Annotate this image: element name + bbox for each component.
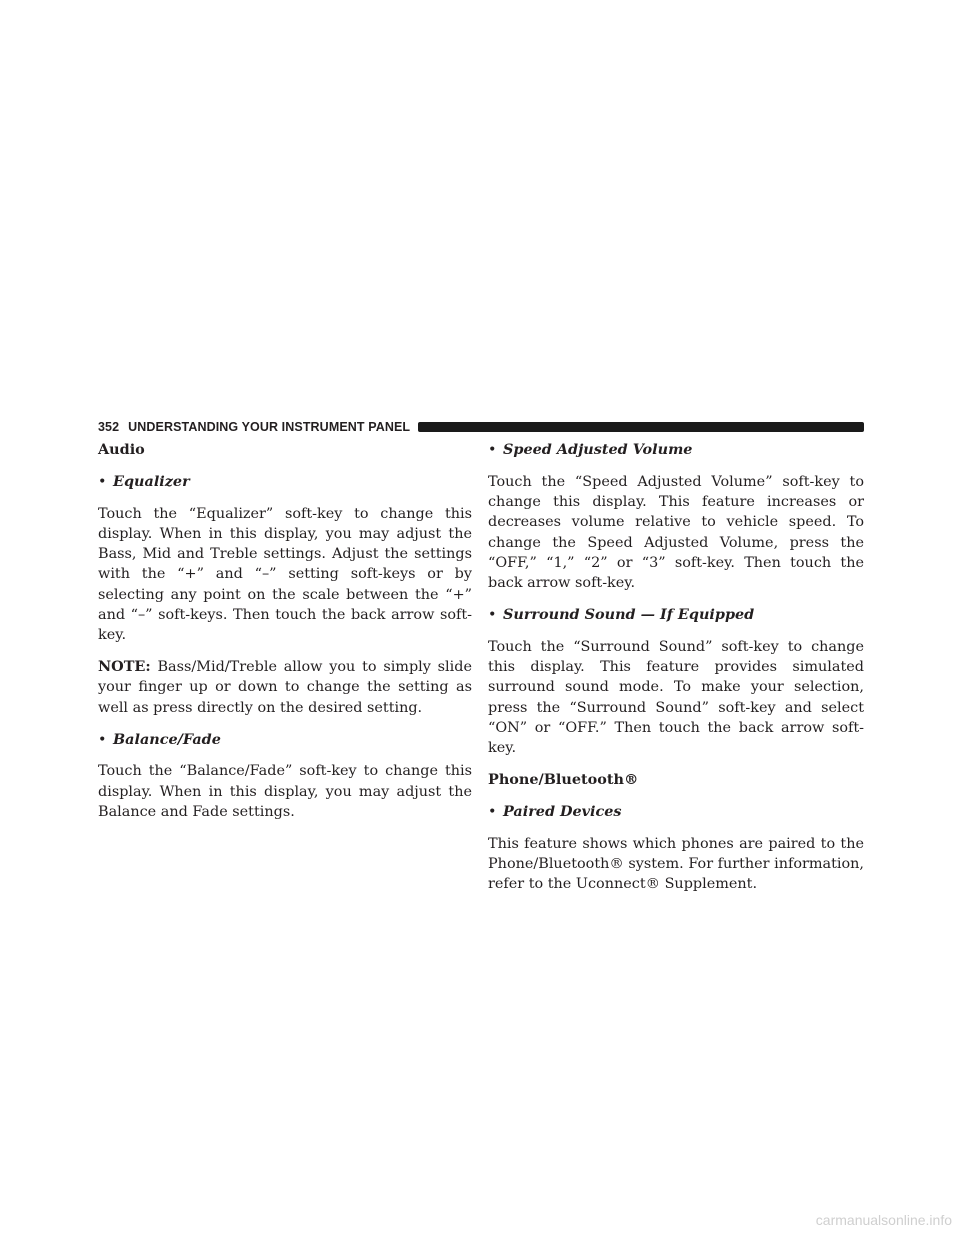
bullet-icon: •: [98, 473, 107, 490]
paired-bullet: [488, 802, 864, 822]
surround-paragraph: Touch the “Surround Sound” soft-key to change this display. This feature provides simulated surround sound mode. To make your selection, press the “Surround Sound” soft-key and select “ON” or “OFF.” Then touch the back arrow soft-key.: [488, 638, 864, 757]
bullet-icon: •: [488, 803, 497, 820]
speed-bullet: [488, 440, 864, 460]
header-rule: [418, 422, 864, 432]
surround-bullet: [488, 605, 864, 625]
phone-heading: Phone/Bluetooth®: [488, 771, 639, 789]
balance-label: Balance/Fade: [113, 730, 221, 748]
equalizer-bullet: [98, 472, 472, 492]
balance-bullet: [98, 730, 472, 750]
speed-label: Speed Adjusted Volume: [503, 441, 693, 458]
balance-paragraph: Touch the “Balance/Fade” soft-key to change this display. When in this display, you may adjust the Balance and Fade settings.: [98, 763, 472, 820]
page-number: 352: [98, 420, 120, 434]
page-header: [98, 418, 864, 436]
section-title: UNDERSTANDING YOUR INSTRUMENT PANEL: [128, 420, 411, 434]
watermark: carmanualsonline.info: [815, 1212, 952, 1228]
right-column: [488, 440, 864, 906]
bullet-icon: •: [488, 442, 497, 458]
paired-paragraph: This feature shows which phones are paired to the Phone/Bluetooth® system. For further information, refer to the Uconnect® Supplement.: [488, 835, 864, 893]
bullet-icon: •: [488, 607, 497, 624]
equalizer-paragraph: Touch the “Equalizer” soft-key to change this display. When in this display, you may adjust the Bass, Mid and Treble settings. Adjust the settings with the “+” and “–” setting soft-keys or by selecting any point on the scale between the “+” and “–” soft-keys. Then touch the back arrow soft-key.: [98, 505, 472, 644]
speed-paragraph: Touch the “Speed Adjusted Volume” soft-key to change this display. This feature increases or decreases volume relative to vehicle speed. To change the Speed Adjusted Volume, press the “OFF,” “1,” “2” or “3” soft-key. Then touch the back arrow soft-key.: [488, 473, 864, 592]
note-paragraph: [98, 657, 472, 718]
left-column: [98, 440, 472, 834]
note-text: Bass/Mid/Treble allow you to simply slide your finger up or down to change the setting as well as press directly on the desired setting.: [98, 659, 472, 716]
equalizer-label: Equalizer: [113, 472, 190, 490]
note-label: NOTE:: [98, 658, 151, 676]
surround-label: Surround Sound — If Equipped: [503, 606, 755, 624]
audio-heading: Audio: [98, 441, 145, 458]
paired-label: Paired Devices: [503, 802, 622, 820]
bullet-icon: •: [98, 731, 107, 748]
